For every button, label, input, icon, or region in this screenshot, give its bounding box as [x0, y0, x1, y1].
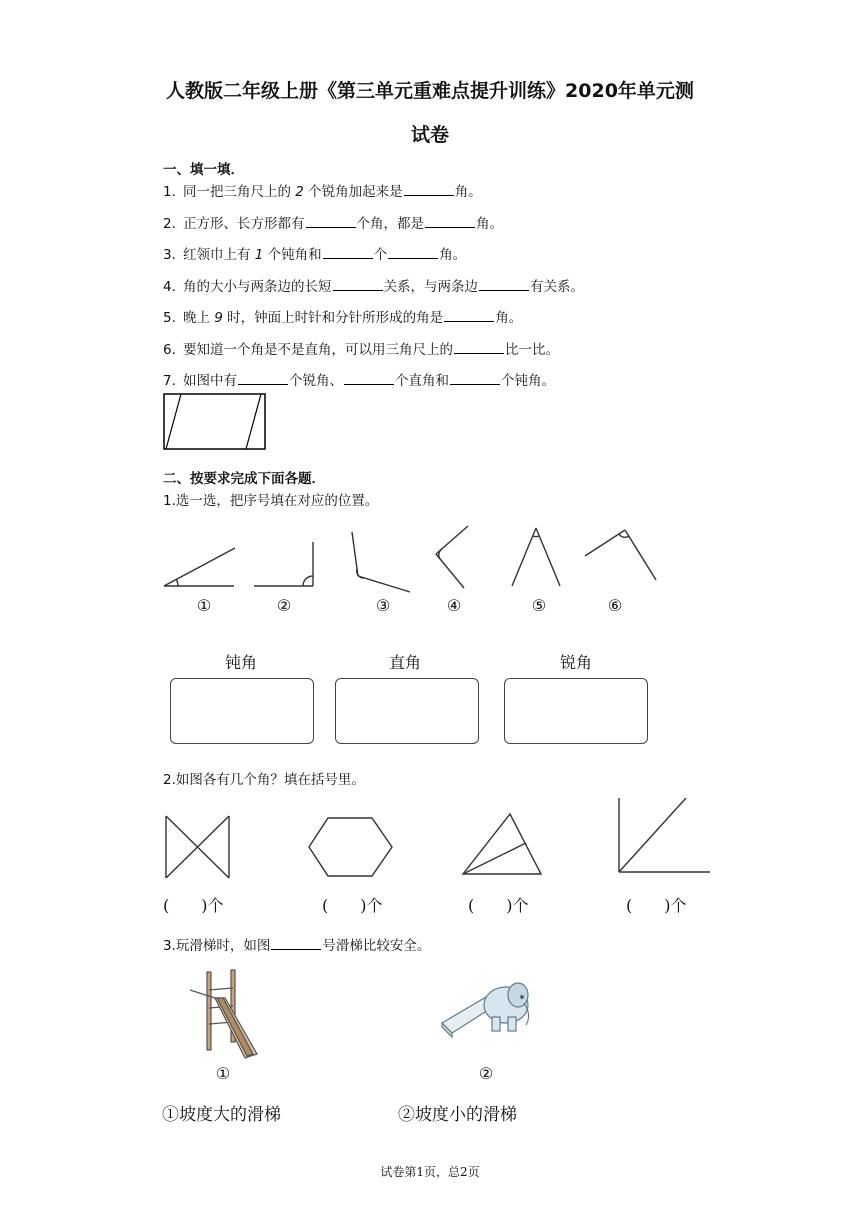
category-label-right: 直角	[388, 653, 421, 672]
answer-blank[interactable]	[306, 213, 356, 228]
angle-label-6: ⑥	[607, 596, 623, 615]
category-label-acute: 锐角	[559, 653, 592, 672]
angle-count-1[interactable]: ( )个	[163, 896, 224, 915]
question-1-1: 1. 同一把三角尺上的 2 个锐角加起来是 角。	[163, 180, 482, 200]
question-2-1: 1.选一选，把序号填在对应的位置。	[163, 493, 379, 509]
question-1-3: 3. 红领巾上有 1 个钝角和 个 角。	[163, 243, 466, 263]
question-1-4: 4. 角的大小与两条边的长短 关系，与两条边 有关系。	[163, 275, 584, 295]
angle-count-3[interactable]: ( )个	[468, 896, 529, 915]
section-2-heading: 二、按要求完成下面各题．	[163, 471, 325, 487]
count-angle-figures	[160, 792, 720, 892]
slide-num-1: ①	[215, 1064, 231, 1083]
acute-answer-box[interactable]	[504, 678, 648, 744]
answer-blank[interactable]	[479, 276, 529, 291]
angle-count-2[interactable]: ( )个	[322, 896, 383, 915]
category-label-obtuse: 钝角	[224, 653, 257, 672]
steep-slide-image	[185, 968, 265, 1063]
answer-blank[interactable]	[450, 370, 500, 385]
question-1-5: 5. 晚上 9 时，钟面上时针和分针所形成的角是 角。	[163, 306, 522, 326]
slide-caption-2: ②坡度小的滑梯	[398, 1105, 517, 1125]
answer-blank[interactable]	[444, 307, 494, 322]
slide-num-2: ②	[478, 1064, 494, 1083]
angle-label-4: ④	[446, 596, 462, 615]
angle-count-4[interactable]: ( )个	[626, 896, 687, 915]
question-1-6: 6. 要知道一个角是不是直角，可以用三角尺上的 比一比。	[163, 338, 559, 358]
gentle-slide-image	[438, 975, 538, 1045]
answer-blank[interactable]	[323, 244, 373, 259]
answer-blank[interactable]	[388, 244, 438, 259]
question-2-2: 2.如图各有几个角？填在括号里。	[163, 772, 365, 788]
section-1-heading: 一、填一填．	[163, 162, 244, 178]
angle-label-5: ⑤	[531, 596, 547, 615]
angle-label-2: ②	[276, 596, 292, 615]
slide-caption-1: ①坡度大的滑梯	[162, 1105, 281, 1125]
answer-blank[interactable]	[271, 935, 321, 950]
answer-blank[interactable]	[454, 339, 504, 354]
question-1-2: 2. 正方形、长方形都有 个角，都是 角。	[163, 212, 503, 232]
angle-label-3: ③	[375, 596, 391, 615]
page-footer: 试卷第1页，总2页	[380, 1165, 480, 1179]
answer-blank[interactable]	[344, 370, 394, 385]
question-1-7: 7. 如图中有 个锐角、 个直角和 个钝角。	[163, 369, 555, 389]
document-title: 人教版二年级上册《第三单元重难点提升训练》2020年单元测	[166, 80, 694, 102]
obtuse-answer-box[interactable]	[170, 678, 314, 744]
right-answer-box[interactable]	[335, 678, 479, 744]
answer-blank[interactable]	[425, 213, 475, 228]
answer-blank[interactable]	[404, 181, 454, 196]
document-title-line2: 试卷	[410, 124, 449, 146]
rectangle-figure	[163, 393, 267, 451]
angle-label-1: ①	[196, 596, 212, 615]
question-2-3: 3.玩滑梯时，如图 号滑梯比较安全。	[163, 934, 430, 954]
answer-blank[interactable]	[238, 370, 288, 385]
angle-figures	[160, 520, 670, 600]
answer-blank[interactable]	[333, 276, 383, 291]
